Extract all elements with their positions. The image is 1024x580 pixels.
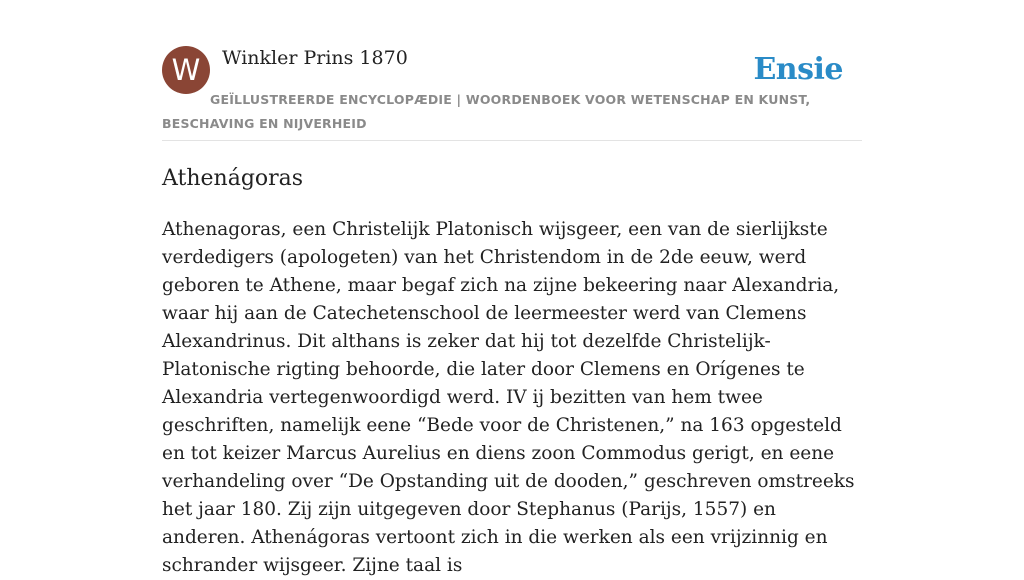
article-body: Athenagoras, een Christelijk Platonisch wijsgeer, een van de sierlijkste verdedigers (apologeten) van het Christendom in de 2de eeuw, werd geboren te Athene, maar begaf zich na zijne bekeering naar Alexandria, waar hij aan de Catechetenschool de leermeester werd van Clemens Alexandrinus. Dit althans is zeker dat hij tot dezelfde Christelijk-Platonische rigting behoorde, die later door Clemens en Orígenes te Alexandria vertegenwoordigd werd. IV ij bezitten van hem twee geschriften, namelijk eene “Bede voor de Christenen,” na 163 opgesteld en tot keizer Marcus Aurelius en diens zoon Commodus gerigt, en eene verhandeling over “De Opstanding uit de dooden,” geschreven omstreeks het jaar 180. Zij zijn uitgegeven door Stephanus (Parijs, 1557) en anderen. Athenágoras vertoont zich in die werken als een vrijzinnig en schrander wijsgeer. Zijne taal is	[162, 219, 855, 576]
article-title: Athenágoras	[162, 166, 304, 191]
source-header	[162, 46, 862, 141]
avatar[interactable]: W	[162, 46, 210, 94]
ensie-logo[interactable]: Ensie	[753, 52, 843, 87]
source-title[interactable]: Winkler Prins 1870	[222, 47, 408, 69]
source-subtitle: GEÏLLUSTREERDE ENCYCLOPÆDIE | WOORDENBOEK VOOR WETENSCHAP EN KUNST, BESCHAVING EN NIJVERHEID	[162, 92, 811, 131]
